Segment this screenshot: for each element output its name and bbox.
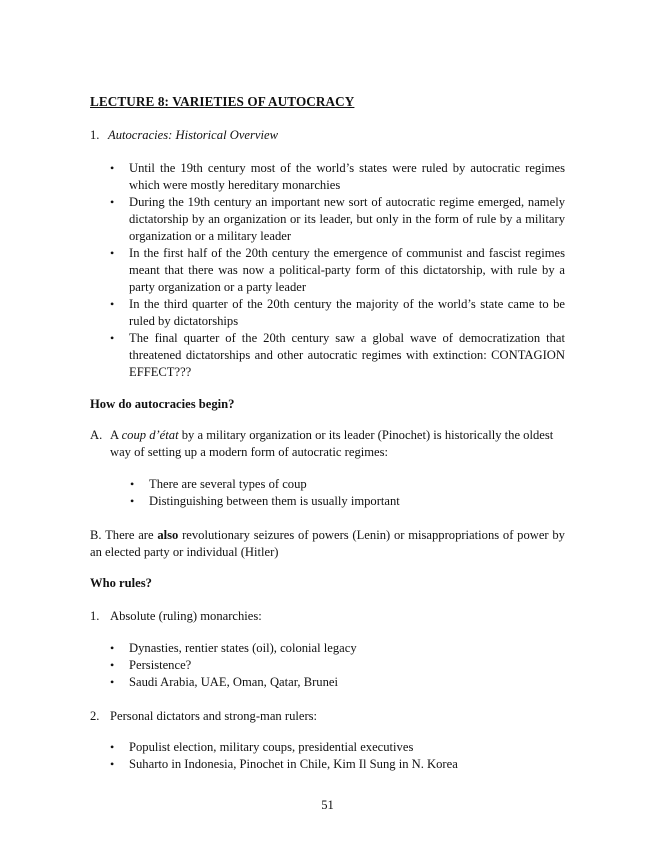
- dictators-bullet-list: [110, 739, 565, 773]
- monarchies-bullet-list: [110, 640, 565, 691]
- list-item: • In the first half of the 20th century the emergence of communist and fascist regimes meant that there was now a political-party form of this dictatorship, with rule by a party organization or a party leader: [110, 245, 565, 296]
- rules-item-1-number: 1.: [90, 609, 100, 623]
- list-item: • Populist election, military coups, presidential executives: [110, 739, 565, 756]
- paragraph-b-rest: revolutionary seizures of powers (Lenin) or misappropriations of power by an elected party or individual (Hitler): [90, 528, 565, 559]
- paragraph-a: [90, 427, 565, 461]
- section-number: 1.: [90, 128, 100, 142]
- paragraph-b-pre: B. There are: [90, 528, 158, 542]
- paragraph-a-pre: A: [110, 428, 122, 442]
- section-title: Autocracies: Historical Overview: [108, 128, 278, 142]
- paragraph-a-rest: by a military organization or its leader (Pinochet) is historically the oldest: [178, 428, 554, 442]
- heading-who-rules: Who rules?: [90, 576, 152, 590]
- section-heading-overview: [90, 127, 278, 144]
- paragraph-b: [90, 527, 565, 561]
- heading-how-autocracies-begin: How do autocracies begin?: [90, 397, 235, 411]
- list-item: • There are several types of coup: [130, 476, 550, 493]
- page-title: LECTURE 8: VARIETIES OF AUTOCRACY: [90, 94, 355, 109]
- paragraph-a-line-2: way of setting up a modern form of autocratic regimes:: [110, 445, 389, 459]
- list-item: • The final quarter of the 20th century saw a global wave of democratization that threatened dictatorships and other autocratic regimes with extinction: CONTAGION EFFECT???: [110, 330, 565, 381]
- paragraph-a-label: A.: [90, 428, 103, 442]
- list-item: • Suharto in Indonesia, Pinochet in Chile, Kim Il Sung in N. Korea: [110, 756, 565, 773]
- list-item: • During the 19th century an important new sort of autocratic regime emerged, namely dictatorship by an organization or its leader, but only in the form of rule by a military organization or a military leader: [110, 194, 565, 245]
- paragraph-a-line-1: [90, 427, 565, 444]
- paragraph-b-emphasis: also: [157, 528, 179, 542]
- page-number: 51: [321, 798, 334, 812]
- rules-item-1-text: Absolute (ruling) monarchies:: [110, 609, 262, 623]
- rules-item-1: [90, 608, 262, 625]
- list-item: • Saudi Arabia, UAE, Oman, Qatar, Brunei: [110, 674, 565, 691]
- rules-item-2: [90, 708, 317, 725]
- coup-term: coup d’état: [121, 428, 179, 442]
- list-item: • Until the 19th century most of the world’s states were ruled by autocratic regimes which were mostly hereditary monarchies: [110, 160, 565, 194]
- list-item: • Persistence?: [110, 657, 565, 674]
- list-item: • In the third quarter of the 20th century the majority of the world’s state came to be ruled by dictatorships: [110, 296, 565, 330]
- overview-bullet-list: [110, 160, 565, 381]
- rules-item-2-text: Personal dictators and strong-man rulers:: [110, 709, 318, 723]
- list-item: • Distinguishing between them is usually important: [130, 493, 550, 510]
- list-item: • Dynasties, rentier states (oil), colonial legacy: [110, 640, 565, 657]
- rules-item-2-number: 2.: [90, 709, 100, 723]
- coup-bullet-list: [130, 476, 550, 510]
